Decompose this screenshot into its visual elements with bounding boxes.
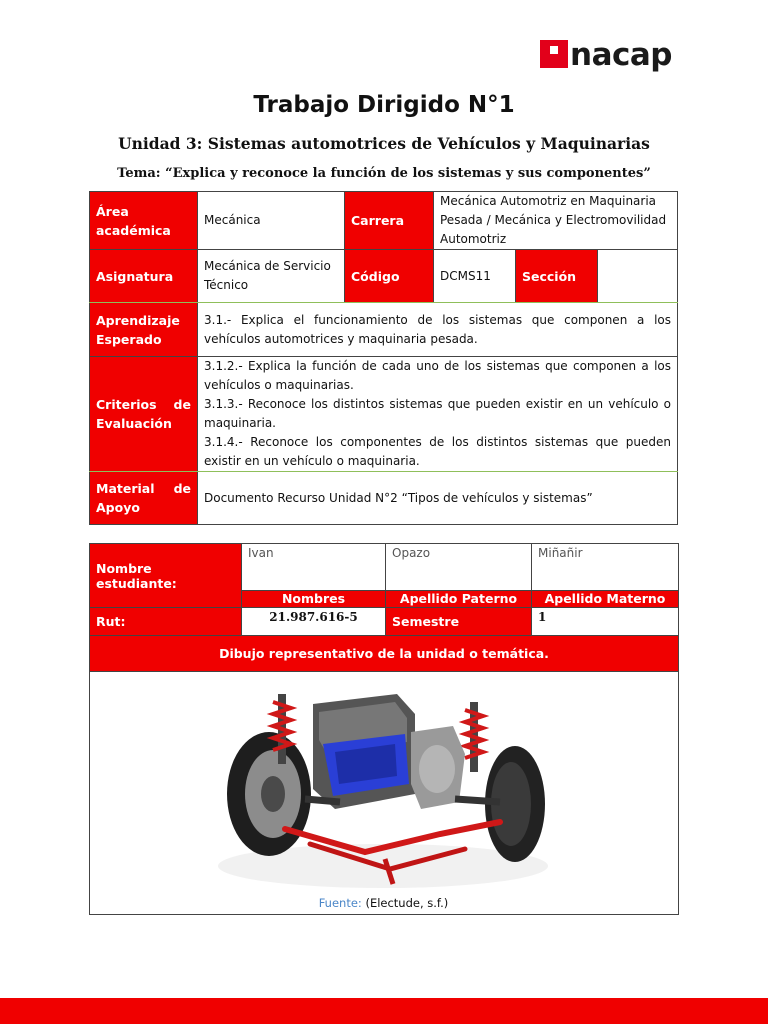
aprendizaje-label: Aprendizaje Esperado xyxy=(90,303,198,357)
apellido-materno-header: Apellido Materno xyxy=(532,591,679,608)
nombres-value: Ivan xyxy=(242,544,386,591)
rut-row xyxy=(90,608,679,636)
apellido-paterno-value: Opazo xyxy=(386,544,532,591)
area-value: Mecánica xyxy=(198,192,345,250)
inacap-logo xyxy=(540,38,672,78)
semestre-label: Semestre xyxy=(386,608,532,636)
seccion-value xyxy=(598,250,678,303)
course-info-table xyxy=(89,191,678,525)
criterios-value xyxy=(198,357,678,472)
rut-value: 21.987.616-5 xyxy=(242,608,386,636)
criterio-item: 3.1.4.- Reconoce los componentes de los distintos sistemas que pueden existir en un vehículo o maquinaria. xyxy=(204,435,672,468)
student-name-label: Nombre estudiante: xyxy=(90,544,242,608)
image-row xyxy=(90,672,679,915)
document-title: Trabajo Dirigido N°1 xyxy=(253,92,515,118)
vehicle-chassis-illustration xyxy=(215,684,551,892)
criterios-label: Criterios de Evaluación xyxy=(90,357,198,472)
nombres-header: Nombres xyxy=(242,591,386,608)
aprendizaje-row xyxy=(90,303,678,357)
banner-row xyxy=(90,636,679,672)
footer-bar xyxy=(0,998,768,1024)
asignatura-value: Mecánica de Servicio Técnico xyxy=(198,250,345,303)
fuente-label: Fuente: xyxy=(318,896,362,910)
criterios-row xyxy=(90,357,678,472)
apellido-materno-value: Miñañir xyxy=(532,544,679,591)
criterio-item: 3.1.2.- Explica la función de cada uno de los sistemas que componen a los vehículos o maquinarias. xyxy=(204,359,672,392)
material-row xyxy=(90,472,678,525)
carrera-value: Mecánica Automotriz en Maquinaria Pesada / Mecánica y Electromovilidad Automotriz xyxy=(434,192,678,250)
carrera-label: Carrera xyxy=(345,192,434,250)
unit-subtitle: Unidad 3: Sistemas automotrices de Vehículos y Maquinarias xyxy=(118,134,650,153)
image-caption xyxy=(90,896,677,910)
codigo-value: DCMS11 xyxy=(434,250,516,303)
fuente-value: (Electude, s.f.) xyxy=(365,896,449,910)
drawing-banner: Dibujo representativo de la unidad o temática. xyxy=(90,636,679,672)
rut-label: Rut: xyxy=(90,608,242,636)
asignatura-label: Asignatura xyxy=(90,250,198,303)
area-label: Área académica xyxy=(90,192,198,250)
codigo-label: Código xyxy=(345,250,434,303)
apellido-paterno-header: Apellido Paterno xyxy=(386,591,532,608)
name-row xyxy=(90,544,679,591)
student-info-table xyxy=(89,543,679,915)
inacap-logo-mark xyxy=(540,40,568,72)
aprendizaje-value: 3.1.- Explica el funcionamiento de los sistemas que componen a los vehículos automotrices y maquinaria pesada. xyxy=(198,303,678,357)
logo-wordmark: nacap xyxy=(570,37,672,73)
material-label: Material de Apoyo xyxy=(90,472,198,525)
image-cell xyxy=(90,672,679,915)
seccion-label: Sección xyxy=(516,250,598,303)
asignatura-row xyxy=(90,250,678,303)
area-row xyxy=(90,192,678,250)
criterio-item: 3.1.3.- Reconoce los distintos sistemas que pueden existir en un vehículo o maquinaria. xyxy=(204,397,672,430)
material-value: Documento Recurso Unidad N°2 “Tipos de vehículos y sistemas” xyxy=(198,472,678,525)
topic-line: Tema: “Explica y reconoce la función de los sistemas y sus componentes” xyxy=(117,166,651,181)
semestre-value: 1 xyxy=(532,608,679,636)
